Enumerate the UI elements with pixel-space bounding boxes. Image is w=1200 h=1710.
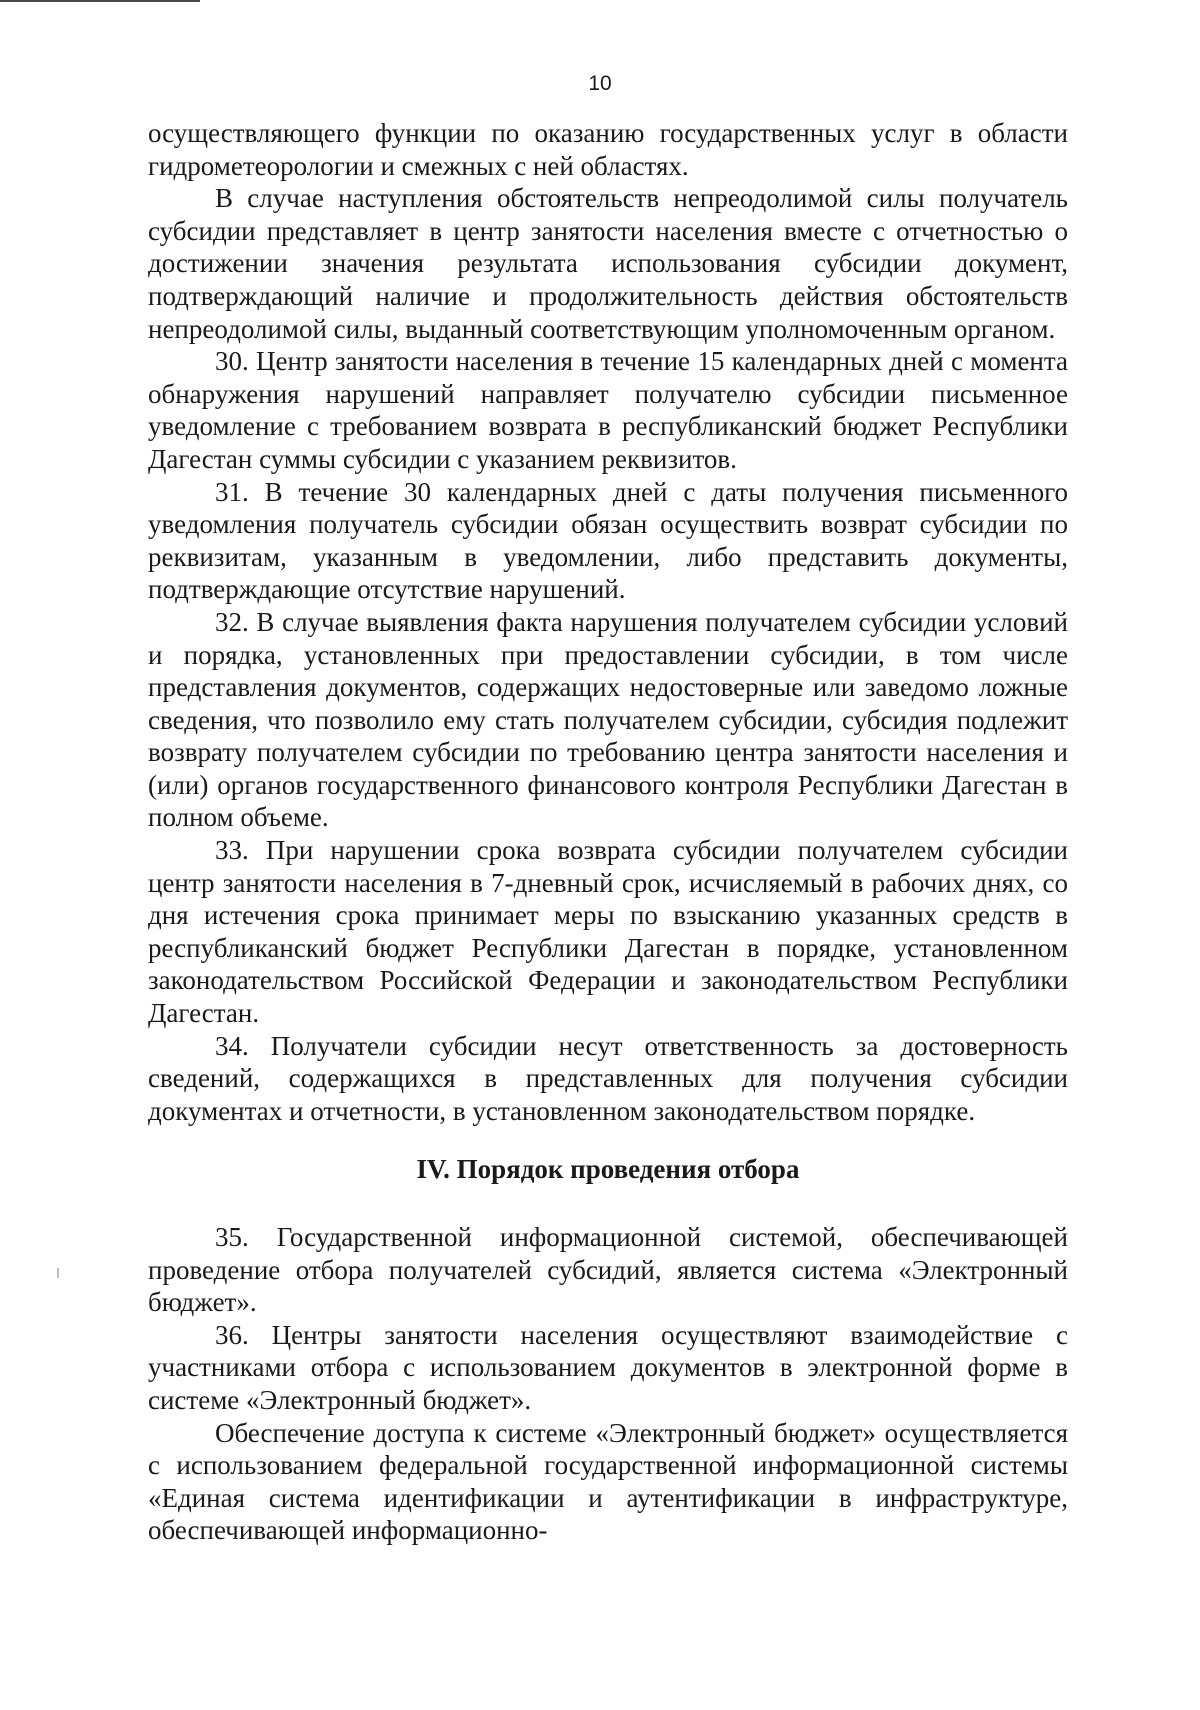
- paragraph-access: Обеспечение доступа к системе «Электронный бюджет» осуществляется с использованием федеральной государственной информационной системы «Единая система идентификации и аутентификации в инфраструктуре, обеспечивающей информационно-: [148, 1417, 1068, 1546]
- paragraph-36: 36. Центры занятости населения осуществляют взаимодействие с участниками отбора с использованием документов в электронной форме в системе «Электронный бюджет».: [148, 1319, 1068, 1415]
- paragraph-31: 31. В течение 30 календарных дней с даты получения письменного уведомления получатель субсидии обязан осуществить возврат субсидии по реквизитам, указанным в уведомлении, либо представить документы, подтверждающие отсутствие нарушений.: [148, 476, 1068, 605]
- paragraph-35: 35. Государственной информационной системой, обеспечивающей проведение отбора получателей субсидий, является система «Электронный бюджет».: [148, 1222, 1068, 1318]
- paragraph-continuation: осуществляющего функции по оказанию государственных услуг в области гидрометеорологии и смежных с ней областях.: [148, 118, 1068, 181]
- paragraph-33: 33. При нарушении срока возврата субсидии получателем субсидии центр занятости населения в 7-дневный срок, исчисляемый в рабочих днях, со дня истечения срока принимает меры по взысканию указанных средств в республиканский бюджет Республики Дагестан в порядке, установленном законодательством Российской Федерации и законодательством Республики Дагестан.: [148, 835, 1068, 1029]
- section-heading: IV. Порядок проведения отбора: [416, 1154, 800, 1185]
- document-body: [148, 117, 1068, 1547]
- scan-margin-mark: [57, 1268, 59, 1278]
- paragraph-32: 32. В случае выявления факта нарушения получателем субсидии условий и порядка, установленных при предоставлении субсидии, в том числе представления документов, содержащих недостоверные или заведомо ложные сведения, что позволило ему стать получателем субсидии, субсидия подлежит возврату получателем субсидии по требованию центра занятости населения и (или) органов государственного финансового контроля Республики Дагестан в полном объеме.: [148, 606, 1068, 833]
- paragraph-force-majeure: В случае наступления обстоятельств непреодолимой силы получатель субсидии представляет в центр занятости населения вместе с отчетностью о достижении значения результата использования субсидии документ, подтверждающий наличие и продолжительность действия обстоятельств непреодолимой силы, выданный соответствующим уполномоченным органом.: [148, 183, 1068, 344]
- paragraph-34: 34. Получатели субсидии несут ответственность за достоверность сведений, содержащихся в представленных для получения субсидии документах и отчетности, в установленном законодательством порядке.: [148, 1030, 1068, 1126]
- paragraph-30: 30. Центр занятости населения в течение 15 календарных дней с момента обнаружения нарушений направляет получателю субсидии письменное уведомление с требованием возврата в республиканский бюджет Республики Дагестан суммы субсидии с указанием реквизитов.: [148, 346, 1068, 474]
- scan-edge-line: [0, 0, 200, 2]
- page-number: 10: [588, 72, 612, 95]
